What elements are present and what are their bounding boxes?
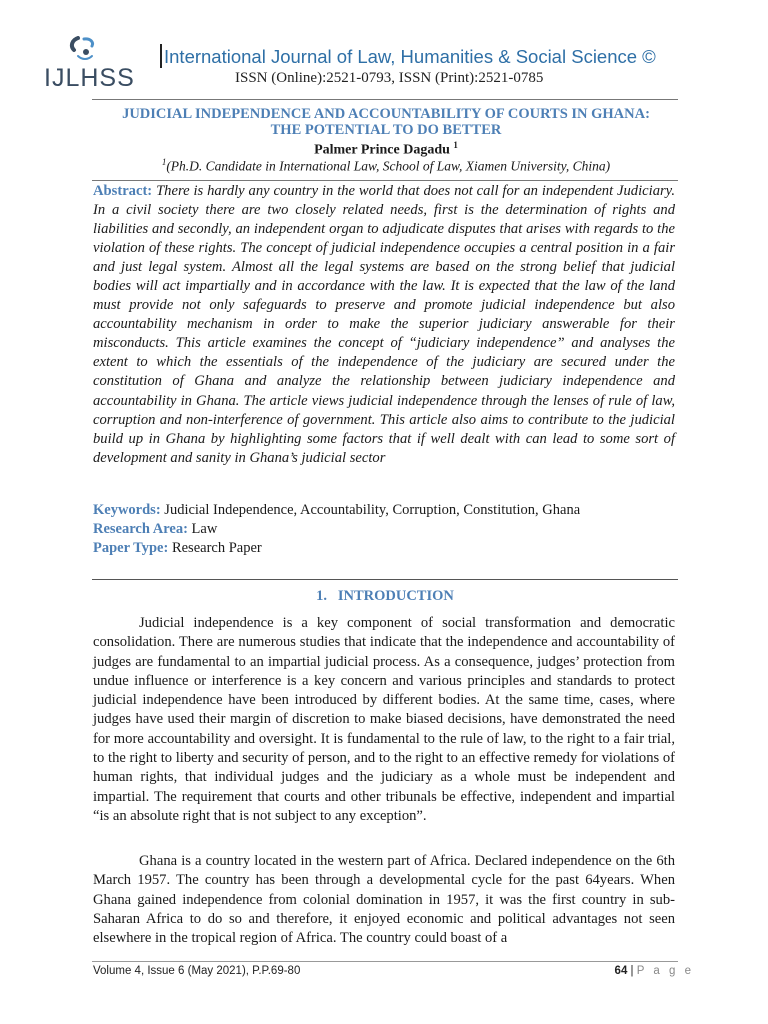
issn-line: ISSN (Online):2521-0793, ISSN (Print):2521-0785 [235, 70, 544, 86]
paper-type-value: Research Paper [171, 540, 262, 556]
article-title-line1: JUDICIAL INDEPENDENCE AND ACCOUNTABILITY OF COURTS IN GHANA: [122, 106, 650, 122]
journal-title: International Journal of Law, Humanities & Social Science © [164, 46, 656, 67]
author-line [80, 140, 692, 159]
page-number: 64 [614, 965, 628, 977]
title-divider [92, 180, 678, 181]
section-heading-introduction: 1. INTRODUCTION [316, 588, 454, 604]
research-area-line [93, 521, 217, 538]
footer-volume: Volume 4, Issue 6 (May 2021), P.P.69-80 [93, 965, 301, 977]
header-divider [92, 99, 678, 100]
keywords-value: Judicial Independence, Accountability, Corruption, Constitution, Ghana [164, 502, 581, 518]
keywords-label: Keywords: [93, 502, 161, 518]
footer-divider [92, 961, 678, 962]
paper-type-line [93, 540, 262, 557]
abstract-text: There is hardly any country in the world that does not call for an independent Judiciary. In a civil society there are two closely related needs, first is the determination of rights and liabilities and secondly, an independent organ to adjudicate disputes that arises with regards to the violation of these rights. The concept of judicial independence occupies a central position in a fair and just legal system. Almost all the legal systems are based on the strong belief that judicial bodies will act impartially and in accordance with the law. It is expected that the law of the land must provide not only safeguards to preserve and promote judicial independence but also accountability mechanism in order to make the superior judiciary answerable for their misconducts. This article examines the concept of “judiciary independence” and analyses the extent to which the essentials of the independence of the judiciary are secured under the constitution of Ghana and analyze the relationship between judiciary independence and accountability in Ghana. The article views judicial independence through the lenses of rule of law, corruption and non-interference of government. This article also aims to contribute to the judicial build up in Ghana by highlighting some factors that if well dealt with can lead to some sort of development and sanity in Ghana’s judicial sector [93, 183, 675, 466]
affiliation-superscript: 1 [161, 157, 167, 167]
article-title-line2: THE POTENTIAL TO DO BETTER [270, 122, 502, 138]
page-separator: | [630, 965, 634, 977]
affiliation-line [80, 157, 692, 175]
logo-text: IJLHSS [44, 64, 135, 92]
affiliation-text: (Ph.D. Candidate in International Law, School of Law, Xiamen University, China) [166, 158, 611, 174]
author-name: Palmer Prince Dagadu [314, 142, 450, 158]
page-word: P a g e [636, 965, 694, 977]
logo-swirl-icon [64, 36, 104, 64]
header-cursor-bar [160, 44, 162, 68]
intro-paragraph-1: Judicial independence is a key component of social transformation and democratic consolidation. There are numerous studies that indicate that the independence and accountability of judges are fundamental to an impartial judicial process. As a consequence, judges’ protection from undue influence or interference is a key concern and various principles and standards to protect judicial independence have been introduced by different bodies. At the same time, cases, where judges have used their margin of discretion to make biased decisions, have demonstrated the need for more accountability and oversight. It is fundamental to the rule of law, to the right to a fair trial, to the right to liberty and security of person, and to the right to an effective remedy for violations of human rights, that individual judges and the judiciary as a whole must be independent and impartial. The requirement that courts and other tribunals be effective, independent and impartial “is an absolute right that is not subject to any exception”. [93, 615, 675, 824]
abstract-label: Abstract: [93, 183, 153, 199]
journal-logo [44, 36, 134, 92]
paper-type-label: Paper Type: [93, 540, 169, 556]
section-divider [92, 579, 678, 580]
research-area-value: Law [191, 521, 218, 537]
abstract-block [93, 182, 675, 468]
author-superscript: 1 [453, 140, 458, 150]
footer-page [560, 965, 694, 977]
research-area-label: Research Area: [93, 521, 188, 537]
intro-paragraph-2: Ghana is a country located in the western part of Africa. Declared independence on the 6th March 1957. The country has been through a developmental cycle for the past 64years. When Ghana gained independence from colonial domination in 1957, it was the first country in sub-Saharan Africa to do so and therefore, it enjoyed economic and political advantages not seen elsewhere in the tropical region of Africa. The country could boast of a [93, 853, 675, 947]
article-title [80, 106, 692, 138]
keywords-line [93, 502, 580, 519]
